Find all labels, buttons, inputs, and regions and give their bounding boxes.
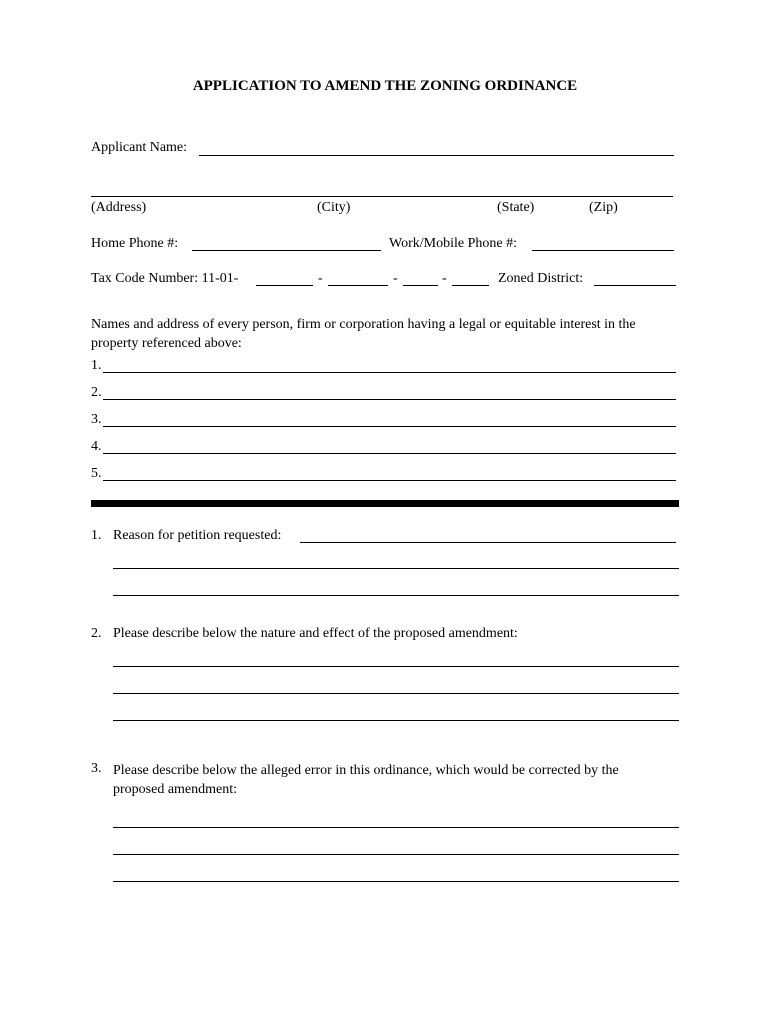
interest-item-field[interactable] [103, 453, 676, 454]
interest-item-field[interactable] [103, 480, 676, 481]
question-text: Please describe below the alleged error in this ordinance, which would be corrected by the proposed amendment: [113, 763, 619, 797]
interest-item-number: 1. [91, 358, 102, 373]
zip-label: (Zip) [589, 200, 618, 215]
question-number: 3. [91, 761, 102, 776]
answer-line[interactable] [113, 854, 679, 855]
question-number: 1. [91, 528, 102, 543]
answer-line[interactable] [113, 666, 679, 667]
tax-code-label: Tax Code Number: 11-01- [91, 271, 239, 286]
answer-line[interactable] [113, 827, 679, 828]
answer-line[interactable] [113, 595, 679, 596]
answer-line[interactable] [113, 720, 679, 721]
city-label: (City) [317, 200, 351, 215]
section-divider [91, 500, 679, 507]
interest-item-field[interactable] [103, 399, 676, 400]
tax-code-field-1[interactable] [256, 285, 313, 286]
interest-item-number: 2. [91, 385, 102, 400]
question-number: 2. [91, 626, 102, 641]
work-phone-field[interactable] [532, 250, 674, 251]
interest-item-number: 5. [91, 466, 102, 481]
answer-line[interactable] [300, 542, 676, 543]
interest-item-field[interactable] [103, 372, 676, 373]
answer-line[interactable] [113, 568, 679, 569]
state-label: (State) [497, 200, 535, 215]
question-text: Reason for petition requested: [113, 528, 282, 543]
tax-code-dash-3: - [442, 271, 447, 286]
address-field[interactable] [91, 196, 673, 197]
work-phone-label: Work/Mobile Phone #: [389, 236, 517, 251]
zoned-district-field[interactable] [594, 285, 676, 286]
question-text: Please describe below the nature and effect of the proposed amendment: [113, 626, 518, 641]
answer-line[interactable] [113, 693, 679, 694]
tax-code-dash-2: - [393, 271, 398, 286]
answer-line[interactable] [113, 881, 679, 882]
form-title: APPLICATION TO AMEND THE ZONING ORDINANCE [192, 78, 578, 94]
tax-code-dash-1: - [318, 271, 323, 286]
tax-code-field-2[interactable] [328, 285, 388, 286]
address-label: (Address) [91, 200, 147, 215]
home-phone-field[interactable] [192, 250, 381, 251]
interest-item-number: 3. [91, 412, 102, 427]
interest-item-field[interactable] [103, 426, 676, 427]
interest-item-number: 4. [91, 439, 102, 454]
applicant-name-field[interactable] [199, 155, 674, 156]
home-phone-label: Home Phone #: [91, 236, 179, 251]
zoned-district-label: Zoned District: [498, 271, 584, 286]
interest-intro: Names and address of every person, firm or corporation having a legal or equitable interest in the property referenced above: [91, 317, 636, 351]
tax-code-field-4[interactable] [452, 285, 489, 286]
tax-code-field-3[interactable] [403, 285, 438, 286]
applicant-name-label: Applicant Name: [91, 140, 188, 155]
